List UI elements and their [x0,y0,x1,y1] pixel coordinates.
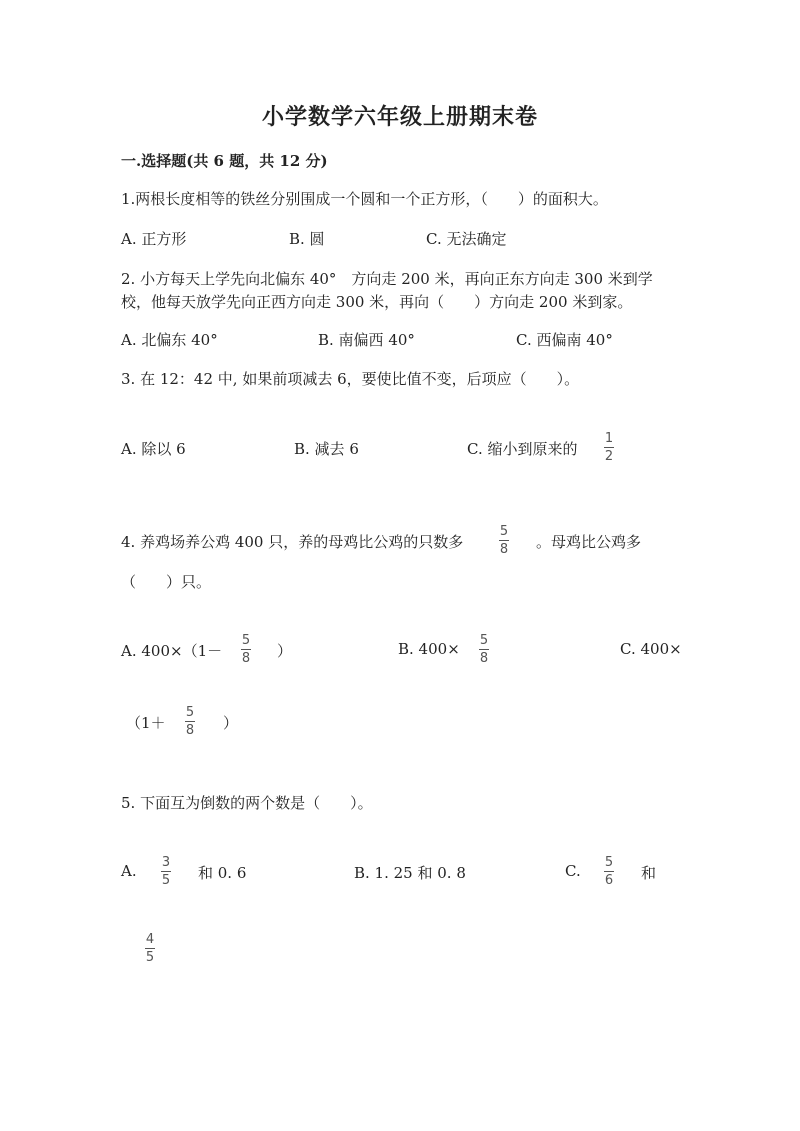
question-4-fraction [499,524,509,557]
question-4-option-b-fraction [479,633,489,666]
fraction-bar [604,447,614,448]
question-2-line-2: 校，他每天放学先向正西方向走 300 米，再向（ ）方向走 200 米到家。 [121,293,633,311]
fraction-numerator: 5 [479,633,489,648]
question-5-option-b: B. 1. 25 和 0. 8 [354,864,466,882]
question-5-text: 5. 下面互为倒数的两个数是（ ）。 [121,794,373,812]
fraction-numerator: 5 [185,705,195,720]
fraction-denominator: 8 [499,542,509,557]
question-1-option-b: B. 圆 [289,230,325,248]
question-4-option-c-fraction [185,705,195,738]
question-4-text-b: 。母鸡比公鸡多 [536,533,642,551]
fraction-denominator: 6 [604,873,614,888]
question-5-option-c-fraction-2 [145,932,155,965]
question-4-option-a-fraction [241,633,251,666]
question-3-option-a: A. 除以 6 [121,440,186,458]
fraction-denominator: 5 [145,950,155,965]
fraction-bar [145,948,155,949]
fraction-numerator: 3 [161,855,171,870]
question-4-option-c-close: ） [223,714,239,732]
fraction-bar [499,540,509,541]
question-2-option-a: A. 北偏东 40° [121,331,218,349]
fraction-numerator: 5 [241,633,251,648]
fraction-numerator: 1 [604,431,614,446]
question-5-option-a-rest: 和 0. 6 [198,864,247,882]
question-4-option-c: C. 400× [620,640,682,658]
fraction-bar [161,871,171,872]
section-heading: 一.选择题(共 6 题，共 12 分) [121,152,328,170]
fraction-numerator: 4 [145,932,155,947]
question-4-line-2: （ ）只。 [121,573,212,591]
fraction-bar [479,649,489,650]
fraction-denominator: 8 [185,723,195,738]
question-2-option-c: C. 西偏南 40° [516,331,613,349]
question-4-text-a: 4. 养鸡场养公鸡 400 只，养的母鸡比公鸡的只数多 [121,533,464,551]
question-5-option-c-fraction [604,855,614,888]
fraction-denominator: 5 [161,873,171,888]
question-5-option-c-and: 和 [641,864,657,882]
page-title: 小学数学六年级上册期末卷 [261,104,538,130]
fraction-bar [241,649,251,650]
question-3-option-b: B. 减去 6 [294,440,359,458]
question-1-option-a: A. 正方形 [121,230,187,248]
question-1-option-c: C. 无法确定 [426,230,507,248]
question-4-option-a-close: ） [277,642,293,660]
fraction-denominator: 8 [479,651,489,666]
question-5-option-c-label: C. [565,862,581,880]
question-5-option-a-label: A. [121,862,137,880]
question-2-line-1: 2. 小方每天上学先向北偏东 40° 方向走 200 米，再向正东方向走 300 米到学 [121,270,653,288]
fraction-bar [185,721,195,722]
question-3-option-c-fraction [604,431,614,464]
fraction-numerator: 5 [604,855,614,870]
question-5-option-a-fraction [161,855,171,888]
fraction-denominator: 2 [604,449,614,464]
fraction-numerator: 5 [499,524,509,539]
question-3-option-c: C. 缩小到原来的 [467,440,578,458]
question-1-text: 1.两根长度相等的铁丝分别围成一个圆和一个正方形，（ ）的面积大。 [121,190,608,208]
fraction-bar [604,871,614,872]
question-4-option-a: A. 400×（1－ [121,642,223,660]
question-4-option-b: B. 400× [398,640,460,658]
question-2-option-b: B. 南偏西 40° [318,331,415,349]
fraction-denominator: 8 [241,651,251,666]
question-3-text: 3. 在 12：42 中, 如果前项减去 6，要使比值不变，后项应（ ）。 [121,370,580,388]
question-4-option-c-continued: （1＋ [126,714,166,732]
